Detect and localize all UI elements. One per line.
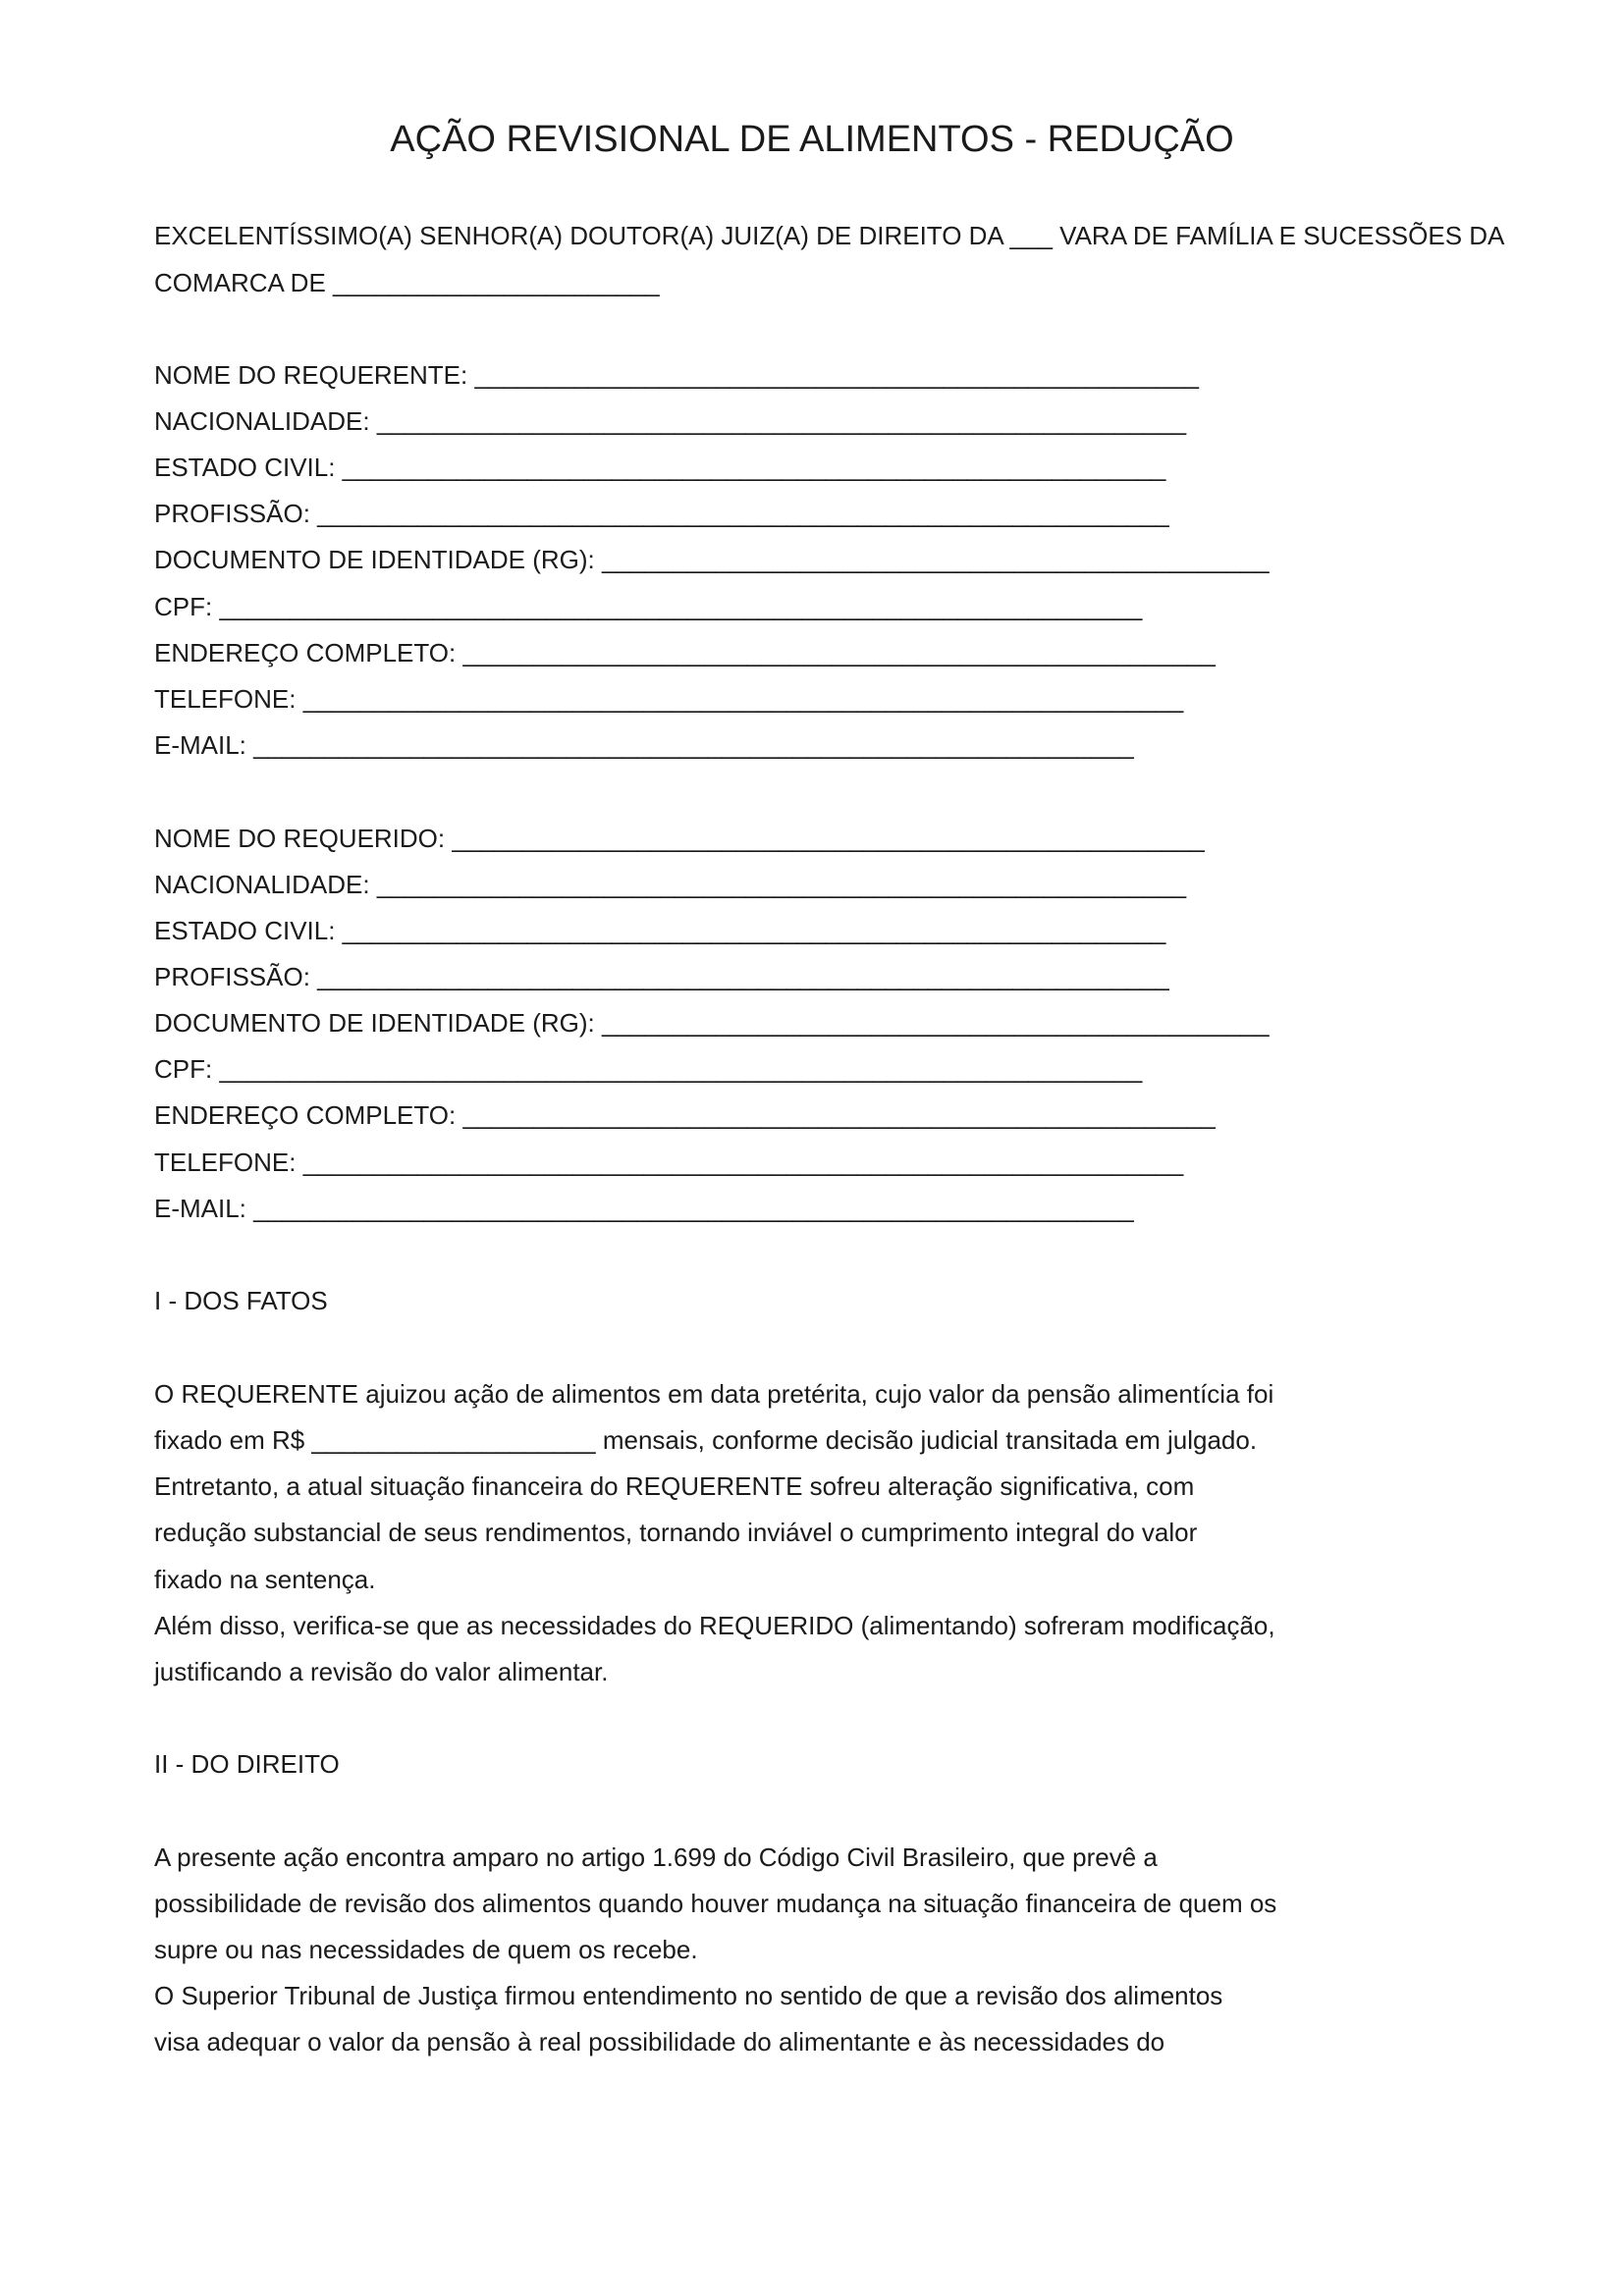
- requerido-field: TELEFONE: ______________________________________________________________: [154, 1148, 1184, 1177]
- addressee-line: COMARCA DE _______________________: [154, 268, 660, 297]
- requerido-field: DOCUMENTO DE IDENTIDADE (RG): _______________________________________________: [154, 1008, 1270, 1038]
- addressee-line: EXCELENTÍSSIMO(A) SENHOR(A) DOUTOR(A) JUIZ(A) DE DIREITO DA ___ VARA DE FAMÍLIA E SUCESSÕES DA: [154, 221, 1505, 250]
- paragraph-line: visa adequar o valor da pensão à real possibilidade do alimentante e às necessidades do: [154, 2027, 1165, 2056]
- requerente-field: DOCUMENTO DE IDENTIDADE (RG): _______________________________________________: [154, 545, 1270, 574]
- section-heading-direito: II - DO DIREITO: [154, 1749, 340, 1779]
- paragraph-line: fixado em R$ ____________________ mensais, conforme decisão judicial transitada em julgado.: [154, 1425, 1258, 1455]
- requerido-field: NOME DO REQUERIDO: _____________________________________________________: [154, 824, 1205, 853]
- requerente-field: TELEFONE: ______________________________________________________________: [154, 684, 1184, 714]
- paragraph-line: fixado na sentença.: [154, 1565, 376, 1594]
- requerido-field: E-MAIL: ______________________________________________________________: [154, 1194, 1134, 1223]
- paragraph-line: Além disso, verifica-se que as necessidades do REQUERIDO (alimentando) sofreram modificação,: [154, 1611, 1275, 1640]
- requerido-field: ENDEREÇO COMPLETO: _____________________________________________________: [154, 1100, 1216, 1130]
- requerente-field: NOME DO REQUERENTE: ___________________________________________________: [154, 360, 1199, 390]
- requerido-field: PROFISSÃO: ____________________________________________________________: [154, 962, 1169, 991]
- paragraph-line: Entretanto, a atual situação financeira do REQUERENTE sofreu alteração significativa, com: [154, 1471, 1195, 1501]
- paragraph-line: O REQUERENTE ajuizou ação de alimentos em data pretérita, cujo valor da pensão alimentícia foi: [154, 1379, 1274, 1409]
- requerido-field: CPF: _________________________________________________________________: [154, 1054, 1143, 1084]
- requerido-field: ESTADO CIVIL: __________________________________________________________: [154, 916, 1166, 945]
- requerente-field: ESTADO CIVIL: __________________________________________________________: [154, 453, 1166, 482]
- requerente-field: NACIONALIDADE: _________________________________________________________: [154, 406, 1187, 436]
- requerente-field: CPF: _________________________________________________________________: [154, 592, 1143, 621]
- requerente-field: PROFISSÃO: ____________________________________________________________: [154, 499, 1169, 528]
- paragraph-line: justificando a revisão do valor alimentar.: [154, 1657, 609, 1686]
- requerente-field: E-MAIL: ______________________________________________________________: [154, 730, 1134, 760]
- paragraph-line: A presente ação encontra amparo no artigo 1.699 do Código Civil Brasileiro, que prevê a: [154, 1842, 1158, 1872]
- paragraph-line: possibilidade de revisão dos alimentos quando houver mudança na situação financeira de quem os: [154, 1889, 1277, 1918]
- document-title: AÇÃO REVISIONAL DE ALIMENTOS - REDUÇÃO: [390, 119, 1234, 160]
- requerente-field: ENDEREÇO COMPLETO: _____________________________________________________: [154, 638, 1216, 667]
- paragraph-line: supre ou nas necessidades de quem os recebe.: [154, 1935, 698, 1964]
- section-heading-fatos: I - DOS FATOS: [154, 1286, 328, 1315]
- paragraph-line: redução substancial de seus rendimentos, tornando inviável o cumprimento integral do valor: [154, 1518, 1198, 1547]
- paragraph-line: O Superior Tribunal de Justiça firmou entendimento no sentido de que a revisão dos alimentos: [154, 1981, 1223, 2010]
- requerido-field: NACIONALIDADE: _________________________________________________________: [154, 870, 1187, 899]
